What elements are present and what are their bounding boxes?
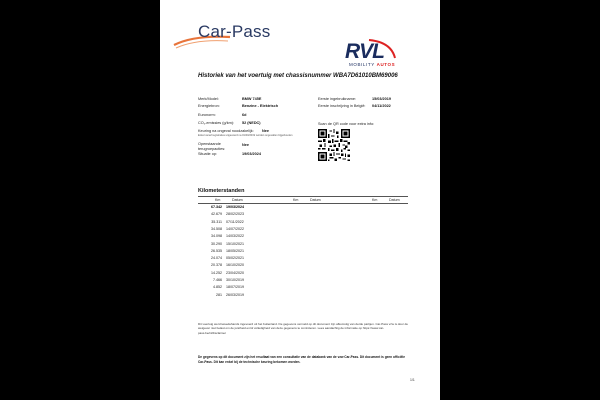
km-value: 24.074 [211,256,222,261]
datum-header: Datum [389,198,400,202]
label-eerste-ingebruikname: Eerste ingebruikname: [318,97,356,101]
label-euronorm: Euronorm: [198,113,216,117]
km-value: 20.378 [211,263,222,268]
page-number: 1/1 [410,378,415,382]
value-keuring: Nee [262,129,269,133]
km-date: 14/03/2022 [226,234,244,239]
footer-disclaimer: Dit voertuig werd tweedehands ingevoerd uit het buitenland. De gegevens vermeld op dit document zijn afkomstig van derde partijen. Car-Pass vzw is door de wetgever niet belast om de juistheid en/of volledigheid van deze gegevens te controleren. Lees aandachtig de informatie op https://www.car-pass.be/nl/disclaimer [198,322,408,335]
km-value: 34.098 [211,234,222,239]
value-euronorm: 6d [242,113,247,117]
datum-header: Datum [232,198,243,202]
km-value: 281 [216,292,222,297]
km-date: 07/11/2022 [226,219,244,224]
km-value: 7.466 [213,278,222,282]
car-pass-logo: Car-Pass [198,22,271,41]
km-date: 15/10/2021 [226,241,244,246]
km-value: 14.252 [211,270,222,275]
value-energiebron: Benzine - Elektrisch [242,104,279,108]
value-terugroep: Nee [242,143,249,147]
label-merk-model: Merk/Model: [198,97,219,101]
km-value: 67.342 [211,205,222,209]
km-header: Km [215,198,221,202]
label-co2: CO₂-emissies (g/km): [198,121,235,125]
keuring-note: Enkel vanaf registraties uitgevoerd na 01/03/2019 worden ongevallen bijgehouden [198,134,293,137]
km-value: 34.508 [211,226,222,231]
km-date: 19/03/2024 [226,205,244,209]
km-divider-top [198,196,408,197]
km-header: Km [372,198,378,202]
document-page [160,0,440,400]
km-date: 18/07/2019 [226,285,244,290]
km-date: 30/10/2019 [226,278,244,282]
km-date: 14/07/2022 [226,226,244,231]
datum-header: Datum [310,198,321,202]
label-keuring: Keuring na ongeval noodzakelijk: [198,129,254,133]
km-value: 26.535 [211,248,222,253]
label-eerste-inschrijving: Eerste inschrijving in België: [318,104,366,108]
value-eerste-ingebruikname: 15/03/2019 [372,97,392,101]
value-situatie: 19/03/2024 [242,152,262,156]
km-header: Km [293,198,299,202]
km-value: 4.852 [213,285,222,290]
km-divider-header [198,203,408,204]
km-date: 28/02/2023 [226,212,244,217]
km-date: 23/04/2020 [226,270,244,275]
dealer-logo: RVL MOBILITY AUTOS [345,40,405,70]
value-eerste-inschrijving: 04/11/2022 [372,104,391,108]
km-date: 18/05/2021 [226,248,244,253]
value-co2: 52 (NEDC) [242,121,261,125]
km-date: 05/02/2021 [226,256,244,261]
km-value: 35.311 [211,219,222,224]
qr-code-icon[interactable] [318,129,350,161]
km-value: 42.679 [211,212,222,217]
km-date: 16/10/2020 [226,263,244,268]
document-title: Historiek van het voertuig met chassisnummer WBA7D61010BM69006 [198,73,398,79]
label-terugroep-1: Openstaande [198,142,221,146]
label-terugroep-2: terugroepacties: [198,147,226,151]
qr-label: Scan de QR code voor extra info: [318,122,375,126]
km-value: 30.290 [211,241,222,246]
value-merk-model: BMW 745E [242,97,262,101]
km-section-title: Kilometerstanden [198,188,245,194]
label-energiebron: Energiebron: [198,104,220,108]
km-date: 26/03/2019 [226,292,244,297]
label-situatie: Situatie op: [198,152,217,156]
footer-notice: De gegevens op dit document zijn het resultaat van een consultatie van de databank van de vzw Car-Pass. Dit document is geen officiële Car-Pass. Dit kan enkel bij de technische keuring bekomen worden. [198,355,406,364]
